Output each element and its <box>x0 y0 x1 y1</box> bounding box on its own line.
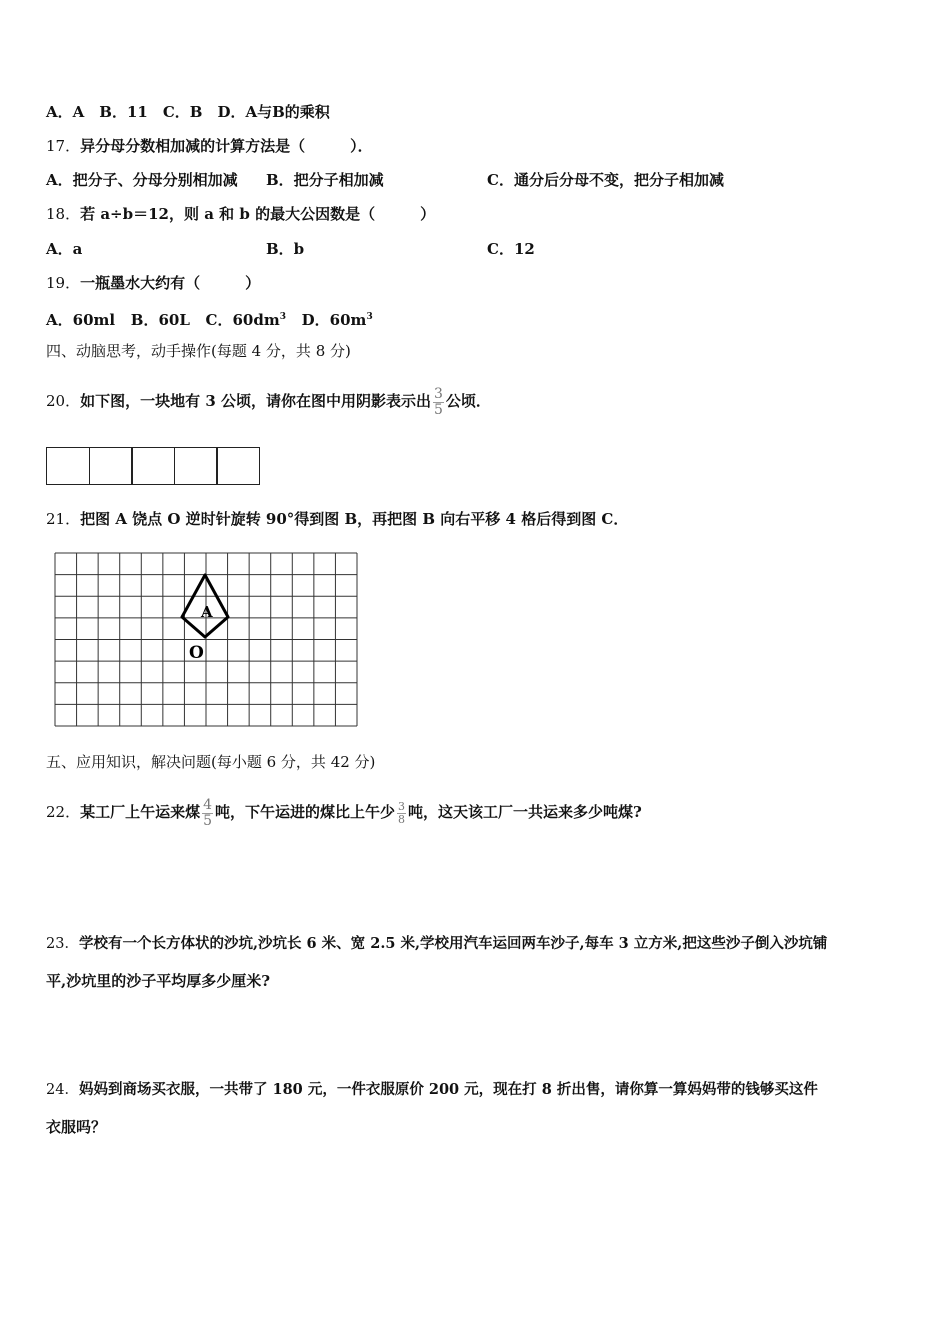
q20-text-end: 公顷． <box>445 392 491 410</box>
section-4-heading: 四、动脑思考，动手操作(每题 4 分，共 8 分) <box>46 342 351 360</box>
q24-line-2: 衣服吗？ <box>46 1118 107 1136</box>
q21-number: 21． <box>46 510 81 528</box>
q20-land-strip <box>46 447 260 485</box>
q19-option-b: B．60L <box>130 311 190 329</box>
q20-text: 如下图，一块地有 3 公顷，请你在图中用阴影表示出 <box>80 392 431 410</box>
q22-text-end: 吨，这天该工厂一共运来多少吨煤? <box>408 803 642 821</box>
q18-stem <box>46 204 435 224</box>
q19-option-c: C．$60dm^3$ <box>205 311 286 329</box>
q21-stem <box>46 509 628 529</box>
q22-text-mid: 吨，下午运进的煤比上午少 <box>215 803 396 821</box>
land-cell <box>46 447 90 485</box>
q17-option-c: C．通分后分母不变，把分子相加减 <box>487 171 724 189</box>
q24-line-1: 24．妈妈到商场买衣服，一共带了 180 元，一件衣服原价 200 元，现在打 8 折出售，请你算一算妈妈带的钱够买这件 <box>46 1081 818 1098</box>
q16-options: A．A B．11 C．B D．A与B的乘积 <box>46 103 330 121</box>
q17-text: 异分母分数相加减的计算方法是（ ）． <box>80 137 373 155</box>
q17-number: 17． <box>46 137 81 155</box>
q24-number: 24． <box>46 1082 79 1098</box>
section-5-heading: 五、应用知识，解决问题(每小题 6 分，共 42 分) <box>46 753 376 771</box>
q17-option-a: A．把分子、分母分别相加减 <box>46 171 238 189</box>
q18-text: 若 a÷b＝12，则 a 和 b 的最大公因数是（ ） <box>80 205 436 223</box>
q18-option-b: B．b <box>266 240 305 258</box>
q19-option-a: A．60ml <box>46 311 116 329</box>
q23-line-1: 23．学校有一个长方体状的沙坑,沙坑长 6 米、宽 2.5 米,学校用汽车运回两车沙子,每车 3 立方米,把这些沙子倒入沙坑铺 <box>46 935 828 952</box>
q19-number: 19． <box>46 274 81 292</box>
q21-grid-figure <box>52 550 360 730</box>
q18-number: 18． <box>46 205 81 223</box>
q22-text: 某工厂上午运来煤 <box>80 803 201 821</box>
figure-a-label: A <box>201 603 213 621</box>
q22-fraction-2: $\frac{3}{8}$ <box>398 799 406 826</box>
q18-option-c: C．12 <box>487 240 535 258</box>
q19-options <box>46 307 373 330</box>
q20-stem <box>46 383 491 419</box>
land-cell <box>131 447 175 485</box>
q23-line-2: 平,沙坑里的沙子平均厚多少厘米? <box>46 972 271 990</box>
q20-number: 20． <box>46 392 81 410</box>
q20-fraction: $\frac{3}{5}$ <box>433 385 443 418</box>
q19-text: 一瓶墨水大约有（ ） <box>80 274 261 292</box>
q18-option-a: A．a <box>46 240 83 258</box>
land-cell <box>89 447 133 485</box>
q17-option-b: B．把分子相加减 <box>266 171 384 189</box>
q17-stem <box>46 136 373 156</box>
q22-fraction-1: $\frac{4}{5}$ <box>203 796 213 829</box>
point-o-label: O <box>189 643 204 663</box>
q19-stem <box>46 273 260 293</box>
q23-number: 23． <box>46 936 79 952</box>
q22-stem <box>46 792 642 832</box>
q22-number: 22． <box>46 803 81 821</box>
q19-option-d: D．$60m^3$ <box>301 311 373 329</box>
land-cell <box>216 447 260 485</box>
land-cell <box>174 447 218 485</box>
q21-text: 把图 A 饶点 O 逆时针旋转 90°得到图 B，再把图 B 向右平移 4 格后得到图 C． <box>80 510 629 528</box>
